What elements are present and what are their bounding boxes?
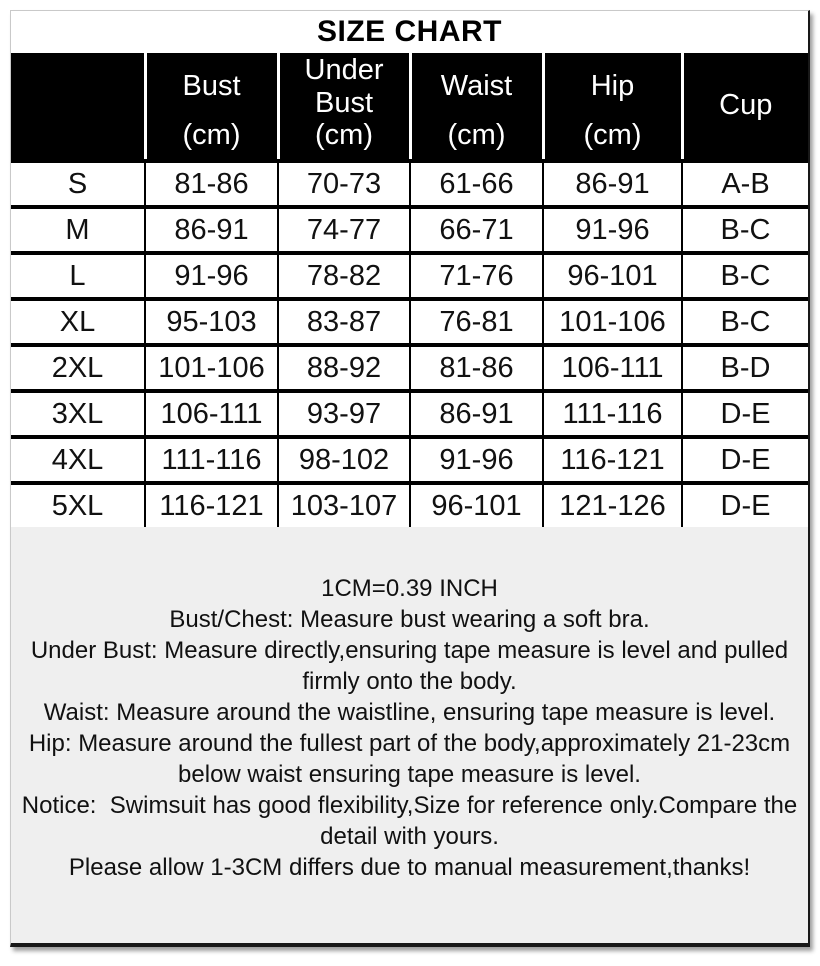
bust-cell: 91-96: [145, 253, 278, 299]
measurement-notes: [11, 527, 808, 943]
note-line-under-bust: Under Bust: Measure directly,ensuring tape measure is level and pulled firmly onto the body.: [30, 637, 795, 695]
table-row-4xl: [11, 437, 808, 483]
hip-cell: 86-91: [543, 161, 682, 207]
size-cell: M: [11, 207, 145, 253]
hip-cell: 121-126: [543, 483, 682, 527]
size-chart-panel: [10, 10, 810, 947]
cup-cell: A-B: [682, 161, 808, 207]
col-header-under-bust: [278, 53, 410, 161]
col-label-bust: Bust: [182, 70, 241, 103]
col-label-waist: Waist: [440, 70, 513, 103]
waist-cell: 96-101: [410, 483, 543, 527]
waist-cell: 66-71: [410, 207, 543, 253]
note-line-notice: Notice: Swimsuit has good flexibility,Size for reference only.Compare the detail with yours.: [21, 792, 804, 850]
table-row-l: [11, 253, 808, 299]
hip-cell: 106-111: [543, 345, 682, 391]
col-label-hip: Hip: [590, 70, 635, 103]
under-bust-cell: 93-97: [278, 391, 410, 437]
waist-cell: 71-76: [410, 253, 543, 299]
bust-cell: 81-86: [145, 161, 278, 207]
size-cell: 2XL: [11, 345, 145, 391]
table-body: [11, 161, 808, 527]
cup-cell: D-E: [682, 391, 808, 437]
table-row-xl: [11, 299, 808, 345]
table-row-5xl: [11, 483, 808, 527]
col-header-hip: [543, 53, 682, 161]
cup-cell: B-D: [682, 345, 808, 391]
hip-cell: 96-101: [543, 253, 682, 299]
page-title: SIZE CHART: [317, 15, 502, 48]
col-header-cup: [682, 53, 808, 161]
hip-cell: 116-121: [543, 437, 682, 483]
waist-cell: 86-91: [410, 391, 543, 437]
cup-cell: B-C: [682, 299, 808, 345]
col-header-waist: [410, 53, 543, 161]
table-row-3xl: [11, 391, 808, 437]
size-chart-table: [11, 53, 808, 527]
col-unit-waist: (cm): [447, 119, 506, 151]
size-cell: XL: [11, 299, 145, 345]
under-bust-cell: 83-87: [278, 299, 410, 345]
under-bust-cell: 88-92: [278, 345, 410, 391]
title-bar: [11, 11, 808, 53]
table-header: [11, 53, 808, 161]
table-row-s: [11, 161, 808, 207]
size-cell: 4XL: [11, 437, 145, 483]
hip-cell: 111-116: [543, 391, 682, 437]
hip-cell: 101-106: [543, 299, 682, 345]
col-unit-under-bust: (cm): [315, 119, 373, 151]
bust-cell: 111-116: [145, 437, 278, 483]
bust-cell: 106-111: [145, 391, 278, 437]
bust-cell: 86-91: [145, 207, 278, 253]
under-bust-cell: 70-73: [278, 161, 410, 207]
under-bust-cell: 74-77: [278, 207, 410, 253]
waist-cell: 81-86: [410, 345, 543, 391]
hip-cell: 91-96: [543, 207, 682, 253]
cup-cell: D-E: [682, 437, 808, 483]
waist-cell: 76-81: [410, 299, 543, 345]
size-cell: 5XL: [11, 483, 145, 527]
size-cell: L: [11, 253, 145, 299]
col-label-cup: Cup: [719, 89, 773, 122]
cup-cell: B-C: [682, 207, 808, 253]
under-bust-cell: 78-82: [278, 253, 410, 299]
size-cell: S: [11, 161, 145, 207]
corner-cell: [11, 53, 145, 161]
waist-cell: 91-96: [410, 437, 543, 483]
note-line-hip: Hip: Measure around the fullest part of the body,approximately 21-23cm below waist ensuring tape measure is level.: [28, 730, 797, 788]
cup-cell: B-C: [682, 253, 808, 299]
bust-cell: 101-106: [145, 345, 278, 391]
col-header-bust: [145, 53, 278, 161]
col-label-under-bust: Under Bust: [304, 53, 384, 119]
bust-cell: 116-121: [145, 483, 278, 527]
size-cell: 3XL: [11, 391, 145, 437]
header-row: [11, 53, 808, 161]
table-row-m: [11, 207, 808, 253]
col-unit-hip: (cm): [583, 119, 642, 151]
note-line-tolerance: Please allow 1-3CM differs due to manual measurement,thanks!: [68, 854, 751, 881]
under-bust-cell: 98-102: [278, 437, 410, 483]
waist-cell: 61-66: [410, 161, 543, 207]
bust-cell: 95-103: [145, 299, 278, 345]
table-row-2xl: [11, 345, 808, 391]
note-line-waist: Waist: Measure around the waistline, ensuring tape measure is level.: [43, 699, 776, 726]
cup-cell: D-E: [682, 483, 808, 527]
col-unit-bust: (cm): [182, 119, 241, 151]
note-line-bust: Bust/Chest: Measure bust wearing a soft bra.: [169, 606, 650, 633]
under-bust-cell: 103-107: [278, 483, 410, 527]
note-line-conversion: 1CM=0.39 INCH: [321, 575, 498, 602]
